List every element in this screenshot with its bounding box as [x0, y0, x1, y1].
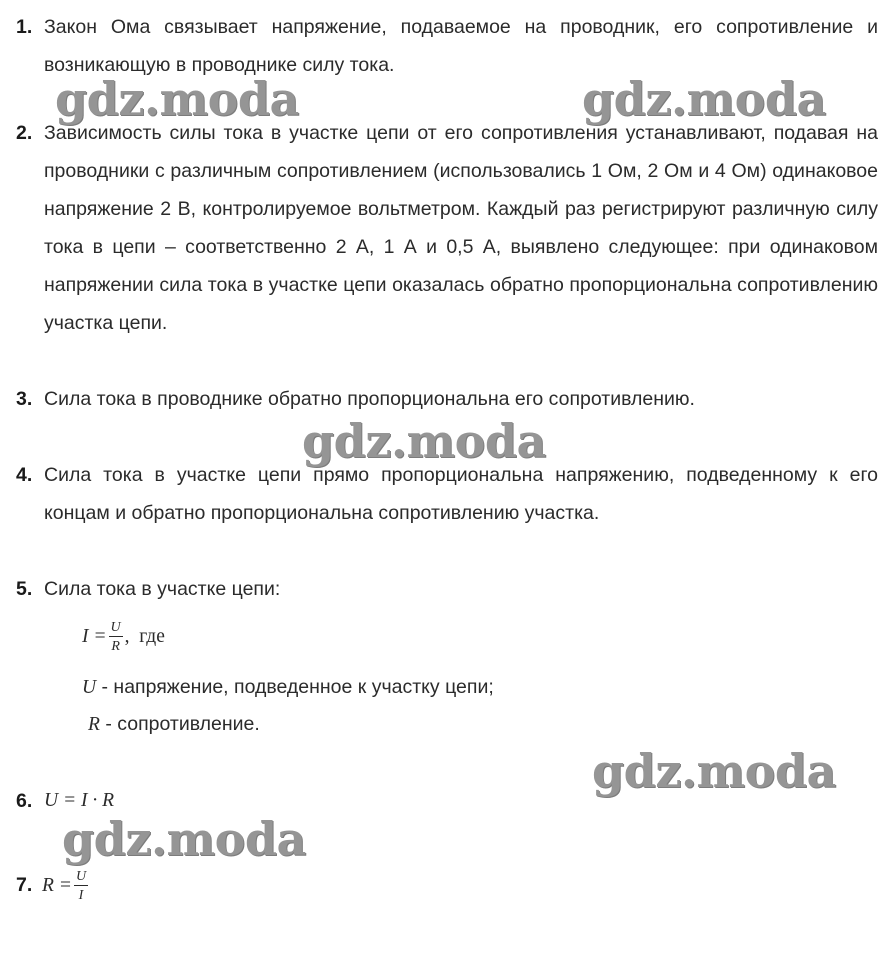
definition-u: [82, 668, 494, 707]
answer-item-2: [16, 114, 878, 342]
item-number: 3.: [16, 388, 33, 410]
fraction-numerator: U: [110, 619, 121, 635]
answer-item-5: [16, 570, 878, 735]
answer-item-7: [16, 862, 878, 909]
watermark: gdz.moda: [582, 72, 826, 126]
item-text: Сила тока в участке цепи прямо пропорциональна напряжению, подведенному к его концам и обратно пропорциональна сопротивлению участка.: [44, 464, 878, 524]
definition-symbol: U: [82, 677, 97, 698]
item-text: Закон Ома связывает напряжение, подаваемое на проводник, его сопротивление и возникающую в проводнике силу тока.: [44, 16, 878, 76]
item-number: 6.: [16, 790, 33, 812]
fraction-numerator: U: [75, 868, 87, 884]
definition-r: [88, 705, 260, 744]
formula-suffix: , где: [124, 626, 165, 647]
watermark: gdz.moda: [302, 414, 546, 468]
answer-item-3: [16, 380, 878, 418]
item-text: Зависимость силы тока в участке цепи от его сопротивления устанавливают, подавая на проводники с различным сопротивлением (использовались 1 Ом, 2 Ом и 4 Ом) одинаковое напряжение 2 В, контролируемое вольтметром. Каждый раз регистрируют различную силу тока в цепи – соответственно 2 А, 1 А и 0,5 А, выявлено следующее: при одинаковом напряжении сила тока в участке цепи оказалась обратно пропорциональна сопротивлению участка цепи.: [44, 122, 878, 334]
item-text: Сила тока в проводнике обратно пропорциональна его сопротивлению.: [44, 388, 695, 410]
definition-text: - напряжение, подведенное к участку цепи;: [96, 676, 494, 698]
watermark: gdz.moda: [55, 72, 299, 126]
definition-symbol: R: [88, 714, 100, 735]
item-number: 4.: [16, 464, 33, 486]
ohm-law-formula: [82, 614, 165, 659]
item-formula: U = I · R: [44, 790, 115, 811]
item-formula: [42, 862, 878, 909]
definition-text: - сопротивление.: [99, 713, 260, 735]
formula-lhs: R =: [42, 875, 72, 896]
item-text: Сила тока в участке цепи:: [44, 578, 281, 600]
fraction-denominator: R: [111, 638, 120, 654]
fraction: [109, 620, 123, 654]
item-number: 1.: [16, 16, 33, 38]
watermark: gdz.moda: [592, 744, 836, 798]
item-number: 5.: [16, 578, 33, 600]
formula-lhs: I =: [82, 626, 107, 647]
item-number: 2.: [16, 122, 33, 144]
watermark: gdz.moda: [62, 812, 306, 866]
fraction-denominator: I: [78, 887, 84, 903]
fraction: [74, 869, 88, 903]
item-number: 7.: [16, 874, 33, 896]
